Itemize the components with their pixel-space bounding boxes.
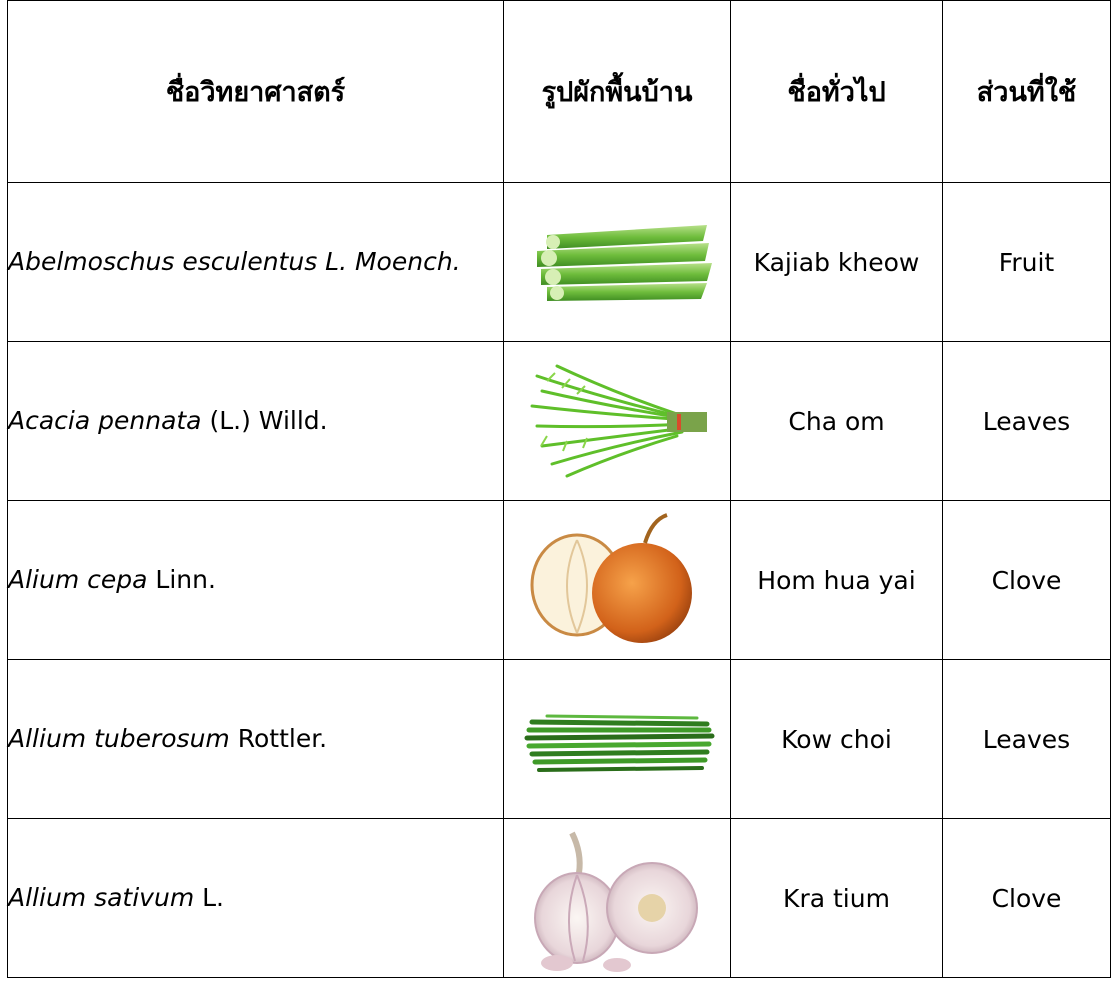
- scientific-name-cell: [8, 342, 504, 501]
- garlic-image: [517, 823, 717, 973]
- part-used-cell: Clove: [943, 819, 1111, 978]
- picture-cell: [504, 183, 731, 342]
- table-row: [8, 342, 1111, 501]
- common-name-cell: Hom hua yai: [731, 501, 943, 660]
- scientific-name-author: L.: [194, 883, 224, 912]
- scientific-name-italic: Alium cepa: [8, 565, 148, 594]
- scientific-name-author: Rottler.: [229, 724, 328, 753]
- scientific-name-cell: [8, 501, 504, 660]
- scientific-name-cell: [8, 819, 504, 978]
- picture-cell: [504, 819, 731, 978]
- cha-om-image: [517, 346, 717, 496]
- scientific-name-author: Linn.: [147, 565, 216, 594]
- common-name-cell: Kajiab kheow: [731, 183, 943, 342]
- part-used-cell: Leaves: [943, 660, 1111, 819]
- chives-image: [517, 664, 717, 814]
- part-used-cell: Fruit: [943, 183, 1111, 342]
- common-name-cell: Cha om: [731, 342, 943, 501]
- vegetable-table: [7, 0, 1111, 978]
- scientific-name-italic: Allium sativum: [8, 883, 195, 912]
- table-row: [8, 819, 1111, 978]
- table-row: [8, 501, 1111, 660]
- scientific-name-italic: Acacia pennata: [8, 406, 202, 435]
- picture-cell: [504, 660, 731, 819]
- part-used-cell: Leaves: [943, 342, 1111, 501]
- header-row: [8, 1, 1111, 183]
- scientific-name-cell: [8, 660, 504, 819]
- common-name-cell: Kow choi: [731, 660, 943, 819]
- header-common-name: ชื่อทั่วไป: [731, 1, 943, 183]
- header-picture: รูปผักพื้นบ้าน: [504, 1, 731, 183]
- picture-cell: [504, 342, 731, 501]
- scientific-name-italic: Abelmoschus esculentus L. Moench.: [8, 247, 461, 276]
- scientific-name-cell: [8, 183, 504, 342]
- okra-image: [517, 187, 717, 337]
- table-row: [8, 660, 1111, 819]
- common-name-cell: Kra tium: [731, 819, 943, 978]
- part-used-cell: Clove: [943, 501, 1111, 660]
- picture-cell: [504, 501, 731, 660]
- scientific-name-author: (L.) Willd.: [201, 406, 328, 435]
- table-row: [8, 183, 1111, 342]
- header-scientific-name: ชื่อวิทยาศาสตร์: [8, 1, 504, 183]
- scientific-name-italic: Allium tuberosum: [8, 724, 230, 753]
- onion-image: [517, 505, 717, 655]
- header-part-used: ส่วนที่ใช้: [943, 1, 1111, 183]
